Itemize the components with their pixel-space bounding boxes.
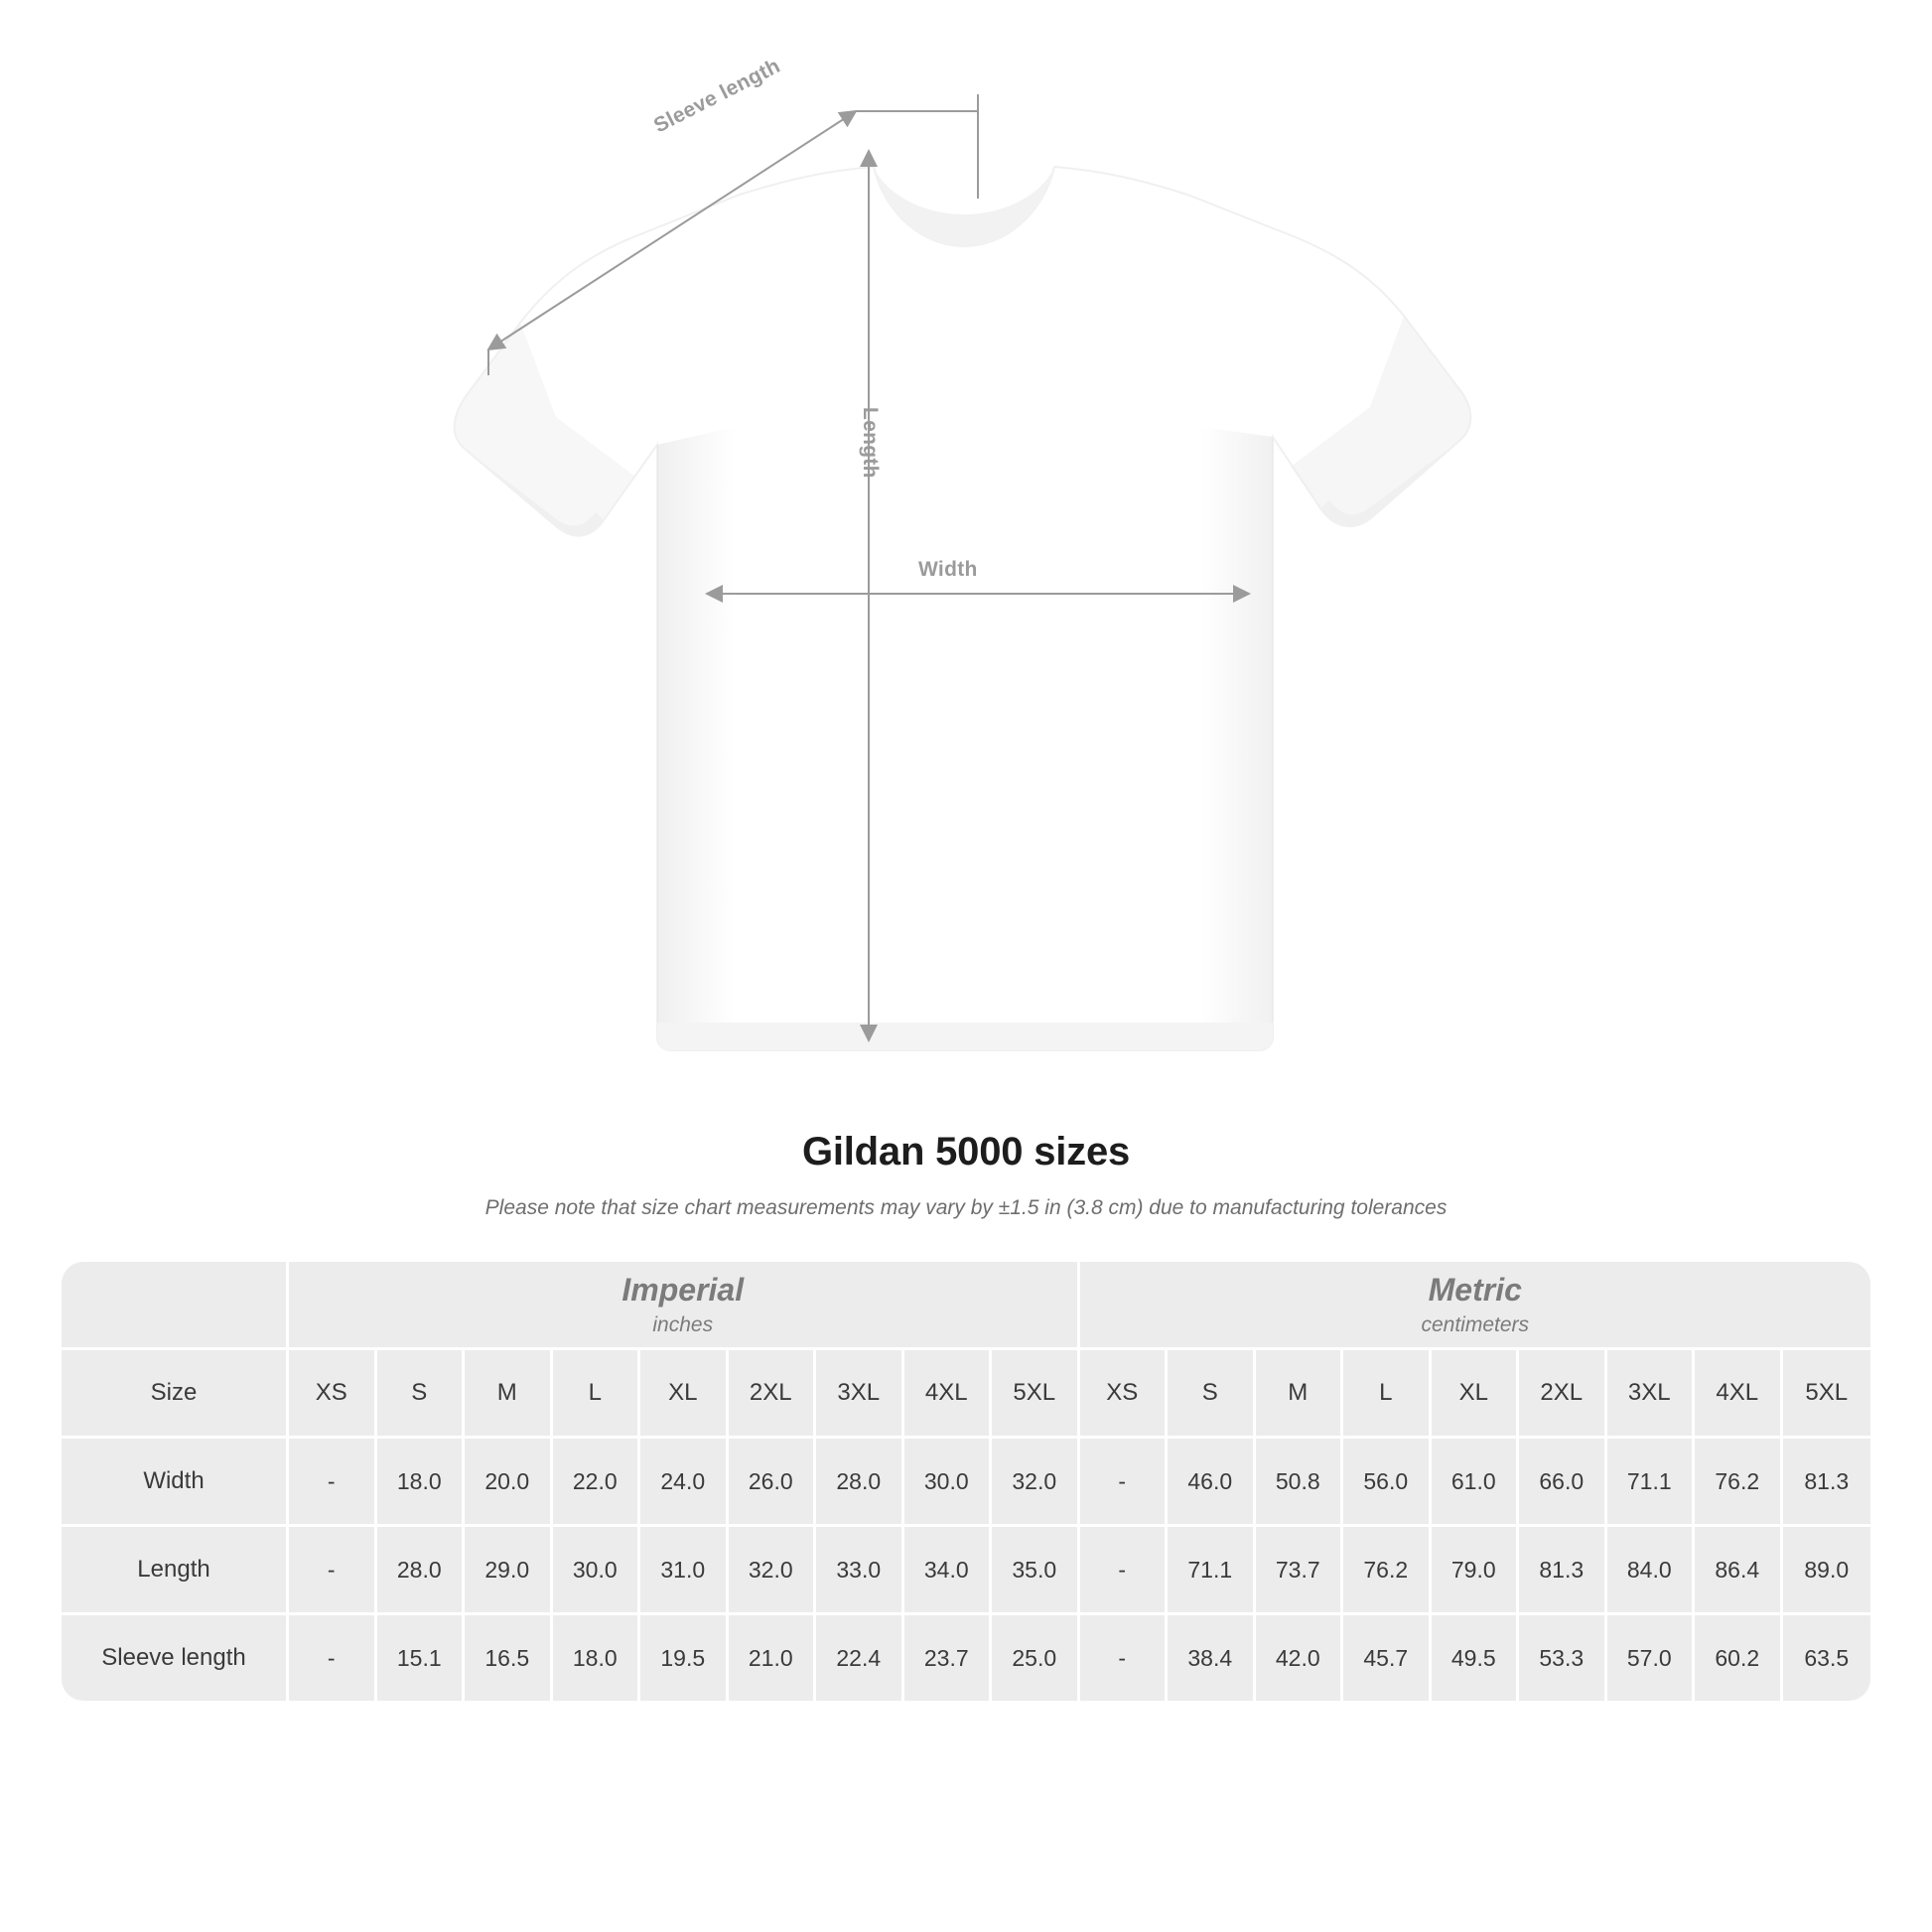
unit-group-subtitle: centimeters [1421, 1313, 1530, 1337]
measurement-cell: 24.0 [640, 1439, 729, 1527]
measurement-cell: 76.2 [1343, 1527, 1432, 1615]
unit-group-header-imperial [289, 1262, 1080, 1350]
measurement-cell: 20.0 [465, 1439, 553, 1527]
size-column-header-1: S [377, 1350, 466, 1439]
measurement-cell: 18.0 [377, 1439, 466, 1527]
measurement-cell: 42.0 [1256, 1615, 1344, 1701]
size-column-header-2: M [465, 1350, 553, 1439]
measurement-cell: 30.0 [553, 1527, 641, 1615]
measurement-cell: 61.0 [1432, 1439, 1520, 1527]
measurement-cell: 79.0 [1432, 1527, 1520, 1615]
measurement-cell: 57.0 [1607, 1615, 1696, 1701]
size-column-header-5: 2XL [729, 1350, 817, 1439]
table-row-unit-headers [62, 1262, 1870, 1350]
size-column-header-12: L [1343, 1350, 1432, 1439]
measurement-cell: 30.0 [904, 1439, 993, 1527]
size-column-header-14: 2XL [1519, 1350, 1607, 1439]
measurement-cell: 81.3 [1783, 1439, 1871, 1527]
measurement-cell: - [289, 1527, 377, 1615]
measurement-cell: 22.4 [816, 1615, 904, 1701]
measurement-cell: 73.7 [1256, 1527, 1344, 1615]
measurement-cell: 66.0 [1519, 1439, 1607, 1527]
measurement-cell: - [289, 1439, 377, 1527]
measurement-row-label: Length [62, 1527, 289, 1615]
unit-group-name: Imperial [621, 1271, 745, 1308]
measurement-cell: 28.0 [377, 1527, 466, 1615]
page-title: Gildan 5000 sizes [801, 1130, 1131, 1173]
size-table-wrapper [62, 1262, 1870, 1701]
unit-group-header-metric [1080, 1262, 1871, 1350]
size-column-header-11: M [1256, 1350, 1344, 1439]
measurement-cell: 50.8 [1256, 1439, 1344, 1527]
measurement-cell: 18.0 [553, 1615, 641, 1701]
sleeve-length-dimension-label: Sleeve length [650, 54, 784, 138]
measurement-cell: 46.0 [1168, 1439, 1256, 1527]
size-column-header-15: 3XL [1607, 1350, 1696, 1439]
size-column-header-8: 5XL [992, 1350, 1080, 1439]
unit-group-subtitle: inches [652, 1313, 714, 1337]
measurement-cell: 63.5 [1783, 1615, 1871, 1701]
measurement-cell: - [1080, 1615, 1169, 1701]
measurement-cell: 89.0 [1783, 1527, 1871, 1615]
measurement-cell: 71.1 [1607, 1439, 1696, 1527]
measurement-cell: 23.7 [904, 1615, 993, 1701]
title-block [0, 1130, 1932, 1220]
tshirt-shape [455, 167, 1471, 1050]
table-row [62, 1527, 1870, 1615]
size-column-header-9: XS [1080, 1350, 1169, 1439]
measurement-cell: 16.5 [465, 1615, 553, 1701]
size-column-header-16: 4XL [1695, 1350, 1783, 1439]
measurement-cell: 31.0 [640, 1527, 729, 1615]
measurement-cell: 84.0 [1607, 1527, 1696, 1615]
table-row-size-headers [62, 1350, 1870, 1439]
size-column-header-3: L [553, 1350, 641, 1439]
size-column-header-4: XL [640, 1350, 729, 1439]
measurement-cell: 81.3 [1519, 1527, 1607, 1615]
size-column-header-13: XL [1432, 1350, 1520, 1439]
measurement-cell: 45.7 [1343, 1615, 1432, 1701]
measurement-cell: 15.1 [377, 1615, 466, 1701]
measurement-cell: 35.0 [992, 1527, 1080, 1615]
measurement-cell: 71.1 [1168, 1527, 1256, 1615]
length-dimension-label: Length [859, 407, 882, 479]
width-dimension-label: Width [918, 558, 978, 581]
measurement-cell: 86.4 [1695, 1527, 1783, 1615]
measurement-cell: 38.4 [1168, 1615, 1256, 1701]
measurement-cell: 33.0 [816, 1527, 904, 1615]
measurement-cell: 34.0 [904, 1527, 993, 1615]
table-corner-cell [62, 1262, 289, 1350]
measurement-cell: 49.5 [1432, 1615, 1520, 1701]
measurement-cell: 60.2 [1695, 1615, 1783, 1701]
measurement-cell: 26.0 [729, 1439, 817, 1527]
size-column-header-6: 3XL [816, 1350, 904, 1439]
measurement-cell: - [1080, 1439, 1169, 1527]
size-column-header-7: 4XL [904, 1350, 993, 1439]
measurement-cell: 53.3 [1519, 1615, 1607, 1701]
table-row [62, 1615, 1870, 1701]
unit-group-name: Metric [1428, 1271, 1522, 1308]
size-column-header-17: 5XL [1783, 1350, 1871, 1439]
measurement-cell: - [289, 1615, 377, 1701]
measurement-row-label: Width [62, 1439, 289, 1527]
measurement-cell: 28.0 [816, 1439, 904, 1527]
measurement-cell: - [1080, 1527, 1169, 1615]
measurement-cell: 21.0 [729, 1615, 817, 1701]
table-row [62, 1439, 1870, 1527]
measurement-cell: 76.2 [1695, 1439, 1783, 1527]
measurement-cell: 32.0 [729, 1527, 817, 1615]
tolerance-note: Please note that size chart measurements may vary by ±1.5 in (3.8 cm) due to manufacturing tolerances [484, 1196, 1448, 1219]
measurement-cell: 19.5 [640, 1615, 729, 1701]
measurement-cell: 25.0 [992, 1615, 1080, 1701]
measurement-row-label: Sleeve length [62, 1615, 289, 1701]
size-column-header-10: S [1168, 1350, 1256, 1439]
size-column-header-0: XS [289, 1350, 377, 1439]
measurement-cell: 22.0 [553, 1439, 641, 1527]
measurement-cell: 56.0 [1343, 1439, 1432, 1527]
size-header-label: Size [62, 1350, 289, 1439]
measurement-cell: 32.0 [992, 1439, 1080, 1527]
size-table [62, 1262, 1870, 1701]
measurement-cell: 29.0 [465, 1527, 553, 1615]
